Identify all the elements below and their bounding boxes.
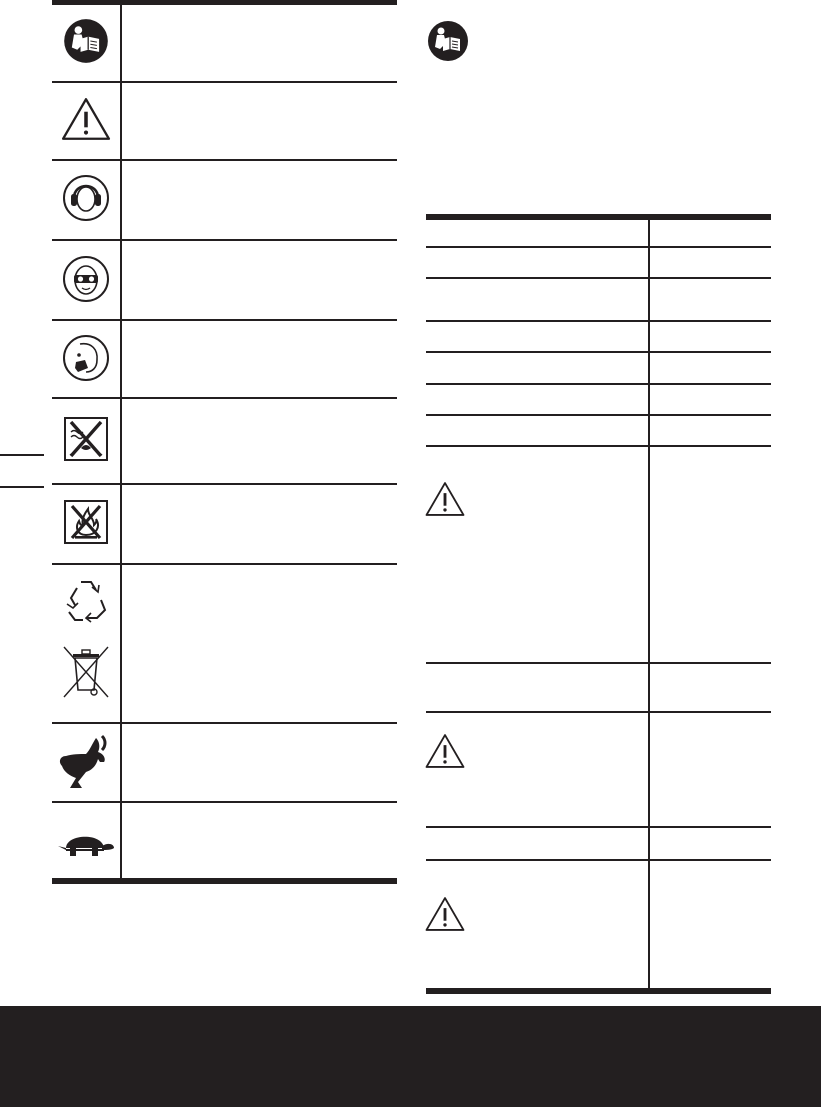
row-divider	[426, 277, 771, 279]
row-divider	[52, 563, 397, 565]
row-divider	[52, 722, 397, 724]
row-divider	[52, 159, 397, 161]
spec-table	[426, 214, 771, 994]
warning-triangle-icon	[60, 96, 112, 142]
ear-protection-icon	[62, 174, 110, 222]
eye-protection-icon	[62, 255, 110, 303]
row-divider	[52, 239, 397, 241]
row-divider	[426, 383, 771, 385]
spec-table-bottom-border	[426, 988, 771, 994]
recycle-icon	[61, 576, 111, 626]
table-bottom-border	[52, 878, 397, 884]
rabbit-fast-icon	[56, 732, 116, 792]
no-fire-icon	[63, 499, 109, 545]
symbol-table	[52, 0, 397, 884]
row-divider	[52, 319, 397, 321]
turtle-slow-icon	[54, 822, 118, 862]
row-divider	[426, 320, 771, 322]
row-divider	[426, 445, 771, 447]
row-divider	[52, 801, 397, 803]
no-water-icon	[63, 416, 109, 462]
row-divider	[52, 483, 397, 485]
row-divider	[426, 246, 771, 248]
row-divider	[52, 397, 397, 399]
crossed-bin-icon	[61, 644, 111, 700]
warning-triangle-icon	[424, 480, 466, 518]
row-divider	[426, 414, 771, 416]
row-divider	[426, 351, 771, 353]
row-divider	[426, 859, 771, 861]
row-divider	[426, 662, 771, 664]
footer-band	[0, 1006, 821, 1107]
row-divider	[426, 711, 771, 713]
read-manual-icon	[62, 17, 110, 65]
row-divider	[426, 826, 771, 828]
read-manual-icon	[426, 19, 470, 63]
table-top-border	[52, 0, 397, 5]
margin-marker-line	[0, 454, 44, 456]
row-divider	[52, 81, 397, 83]
warning-triangle-icon	[424, 732, 466, 770]
dust-mask-icon	[62, 334, 110, 382]
warning-triangle-icon	[424, 895, 466, 933]
margin-marker-line	[0, 486, 44, 488]
table-column-divider	[120, 0, 122, 878]
spec-table-top-border	[426, 214, 771, 220]
spec-table-column-divider	[648, 220, 650, 988]
